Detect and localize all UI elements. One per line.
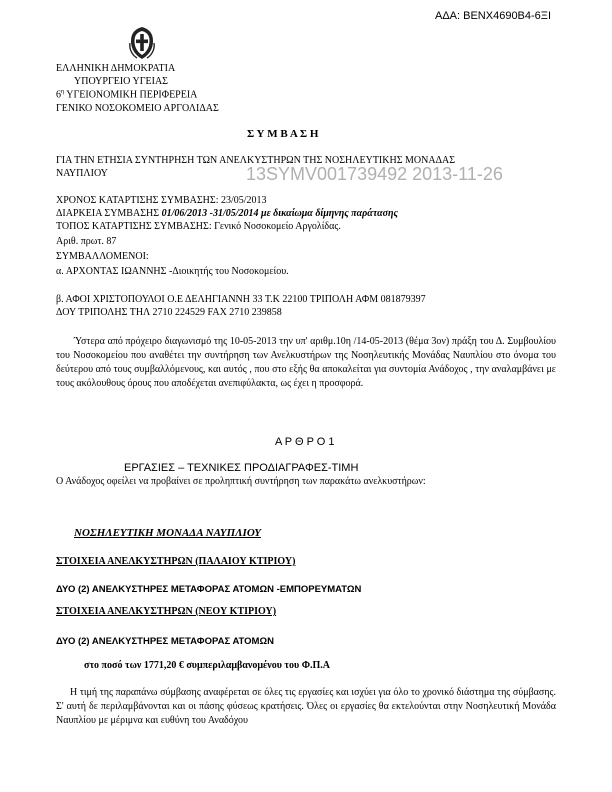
contract-date-line: ΧΡΟΝΟΣ ΚΑΤΑΡΤΙΣΗΣ ΣΥΜΒΑΣΗΣ: 23/05/2013 — [56, 195, 267, 206]
article-subheading: ΕΡΓΑΣΙΕΣ – ΤΕΧΝΙΚΕΣ ΠΡΟΔΙΑΓΡΑΦΕΣ-ΤΙΜΗ — [124, 462, 359, 474]
subject-line-2: ΝΑΥΠΛΙΟΥ — [56, 168, 108, 179]
new-building-heading: ΣΤΟΙΧΕΙΑ ΑΝΕΛΚΥΣΤΗΡΩΝ (ΝΕΟΥ ΚΤΙΡΙΟΥ) — [56, 606, 277, 617]
new-building-lift-item: ΔΥΟ (2) ΑΝΕΛΚΥΣΤΗΡΕΣ ΜΕΤΑΦΟΡΑΣ ΑΤΟΜΩΝ — [56, 636, 274, 647]
old-building-lift-item: ΔΥΟ (2) ΑΝΕΛΚΥΣΤΗΡΕΣ ΜΕΤΑΦΟΡΑΣ ΑΤΟΜΩΝ -ΕΜΠΟΡΕΥΜΑΤΩΝ — [56, 584, 362, 595]
registry-stamp: 13SYMV001739492 2013-11-26 — [246, 164, 503, 184]
protocol-number: Αριθ. πρωτ. 87 — [56, 236, 117, 247]
article-heading: Α Ρ Θ Ρ Ο 1 — [275, 436, 335, 448]
ada-code: ΑΔΑ: ΒΕΝΧ4690Β4-6ΞΙ — [435, 10, 551, 22]
contract-duration-line: ΔΙΑΡΚΕΙΑ ΣΥΜΒΑΣΗΣ 01/06/2013 -31/05/2014 με δικαίωμα δίμηνης παράτασης — [56, 208, 398, 219]
greek-coat-of-arms-emblem — [127, 25, 157, 61]
header-line-region: $6^\eta$ ΥΓΕΙΟΝΟΜΙΚΗ ΠΕΡΙΦΕΡΕΙΑ — [56, 89, 198, 101]
header-line-ministry: ΥΠΟΥΡΓΕΙΟ ΥΓΕΙΑΣ — [74, 76, 169, 87]
header-line-republic: ΕΛΛΗΝΙΚΗ ΔΗΜΟΚΡΑΤΙΑ — [56, 63, 176, 74]
closing-paragraph: Η τιμή της παραπάνω σύμβασης αναφέρεται σε όλες τις εργασίες και ισχύει για όλο το χρονικό διάστημα της σύμβασης. Σ' αυτή δε περιλαμβάνονται και οι πάσης φύσεως κρατήσεις. Όλες οι εργασίες θα εκτελούνται στην Νοσηλευτική Μονάδα Ναυπλίου με μέριμνα και ευθύνη του Αναδόχου — [56, 687, 556, 726]
document-title: Σ Υ Μ Β Α Σ Η — [247, 128, 319, 140]
contract-place-line: ΤΟΠΟΣ ΚΑΤΑΡΤΙΣΗΣ ΣΥΜΒΑΣΗΣ: Γενικό Νοσοκομείο Αργολίδας. — [56, 221, 341, 232]
unit-title: ΝΟΣΗΛΕΥΤΙΚΗ ΜΟΝΑΔΑ ΝΑΥΠΛΙΟΥ — [74, 527, 261, 539]
contractor-obligation: Ο Ανάδοχος οφείλει να προβαίνει σε προληπτική συντήρηση των παρακάτω ανελκυστήρων: — [56, 476, 426, 487]
old-building-heading: ΣΤΟΙΧΕΙΑ ΑΝΕΛΚΥΣΤΗΡΩΝ (ΠΑΛΑΙΟΥ ΚΤΙΡΙΟΥ) — [56, 556, 296, 567]
intro-paragraph: Ύστερα από πρόχειρο διαγωνισμό της 10-05-2013 την υπ' αριθμ.10η /14-05-2013 (θέμα 3ον) πράξη του Δ. Συμβουλίου του Νοσοκομείου που αναθέτει την συντήρηση των Ανελκυστήρων της Νοσηλευτικής Μονάδας Ναυπλίου στο όνομα του δεύτερου από τους συμβαλλόμενους, και αυτός , που στο εξής θα αποκαλείται για συντομία Ανάδοχος , την αναλαμβάνει με τους ακόλουθους όρους που αποδέχεται ανεπιφύλακτα, ως έχει η προσφορά. — [56, 336, 556, 389]
party-b-line-2: ΔΟΥ ΤΡΙΠΟΛΗΣ ΤΗΛ 2710 224529 FAX 2710 239858 — [56, 307, 282, 318]
subject-line-1: ΓΙΑ ΤΗΝ ΕΤΗΣΙΑ ΣΥΝΤΗΡΗΣΗ ΤΩΝ ΑΝΕΛΚΥΣΤΗΡΩΝ ΤΗΣ ΝΟΣΗΛΕΥΤΙΚΗΣ ΜΟΝΑΔΑΣ — [56, 155, 456, 166]
party-b-line-1: β. ΑΦΟΙ ΧΡΙΣΤΟΠΟΥΛΟΙ Ο.Ε ΔΕΛΗΓΙΑΝΝΗ 33 Τ.Κ 22100 ΤΡΙΠΟΛΗ ΑΦΜ 081879397 — [56, 294, 426, 305]
contract-amount: στο ποσό των 1771,20 € συμπεριλαμβανομένου του Φ.Π.Α — [84, 660, 331, 671]
header-line-hospital: ΓΕΝΙΚΟ ΝΟΣΟΚΟΜΕΙΟ ΑΡΓΟΛΙΔΑΣ — [56, 103, 219, 114]
parties-label: ΣΥΜΒΑΛΛΟΜΕΝΟΙ: — [56, 251, 149, 262]
party-a: α. ΑΡΧΟΝΤΑΣ ΙΩΑΝΝΗΣ -Διοικητής του Νοσοκομείου. — [56, 266, 289, 277]
